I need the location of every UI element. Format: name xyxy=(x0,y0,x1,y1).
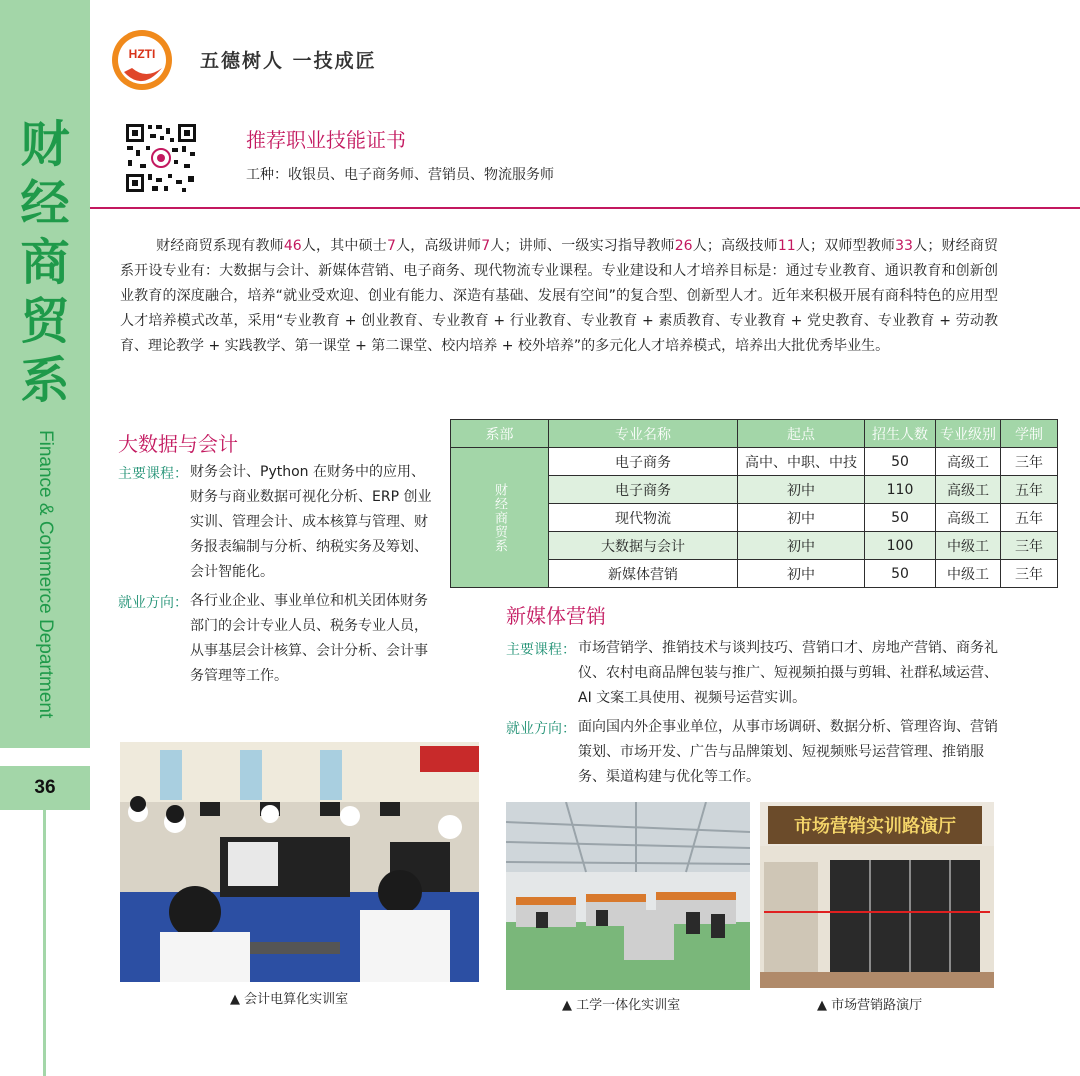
department-name-cn: 财经商贸系 xyxy=(20,115,70,409)
courses-label: 主要课程： xyxy=(506,642,576,658)
page-number: 36 xyxy=(0,766,90,810)
courses-label: 主要课程： xyxy=(118,466,188,482)
jobs-text: 各行业企业、事业单位和机关团体财务部门的会计专业人员、税务专业人员，从事基层会计核算、会计分析、会计事务管理等工作。 xyxy=(190,593,428,684)
new-media-jobs xyxy=(506,715,1001,790)
table-cell: 高级工 xyxy=(936,448,1001,476)
school-logo xyxy=(110,28,174,92)
col-header: 起点 xyxy=(738,420,865,448)
table-cell: 110 xyxy=(865,476,936,504)
table-cell: 初中 xyxy=(738,532,865,560)
col-header: 学制 xyxy=(1001,420,1058,448)
new-media-section xyxy=(506,636,1001,790)
certificate-body: 工种：收银员、电子商务师、营销员、物流服务师 xyxy=(246,167,554,183)
table-cell: 五年 xyxy=(1001,476,1058,504)
photo-accounting-lab xyxy=(120,742,479,982)
table-cell: 三年 xyxy=(1001,560,1058,588)
sidebar-line xyxy=(43,810,46,1076)
caption-integrated-lab: ▲ 工学一体化实训室 xyxy=(562,998,681,1013)
table-cell: 电子商务 xyxy=(549,448,738,476)
logo-text: HZTI xyxy=(128,47,156,61)
table-cell: 初中 xyxy=(738,504,865,532)
section-title-big-data: 大数据与会计 xyxy=(118,432,238,456)
table-row xyxy=(451,448,1058,476)
dept-cell: 财经商贸系 xyxy=(451,448,549,588)
table-cell: 高级工 xyxy=(936,476,1001,504)
table-cell: 三年 xyxy=(1001,448,1058,476)
intro-paragraph: 财经商贸系现有教师46人，其中硕士7人，高级讲师7人；讲师、一级实习指导教师26人；高级技师11人；双师型教师33人；财经商贸系开设专业有：大数据与会计、新媒体营销、电子商务、现代物流专业课程。专业建设和人才培养目标是：通过专业教育、通识教育和创新创业教育的深度融合，培养“就业受欢迎、创业有能力、深造有基础、发展有空间”的复合型、创新型人才。近年来积极开展有商科特色的应用型人才培养模式改革，采用“专业教育 + 创业教育、专业教育 + 行业教育、专业教育 + 素质教育、专业教育 + 党史教育、专业教育 + 劳动教育、理论教学 + 实践教学、第一课堂 + 第二课堂、校内培养 + 校外培养”的多元化人才培养模式，培养出大批优秀毕业生。 xyxy=(120,238,999,354)
enrollment-table xyxy=(450,419,1058,588)
big-data-section xyxy=(118,460,433,689)
caption-accounting-lab: ▲ 会计电算化实训室 xyxy=(230,992,349,1007)
courses-text: 财务会计、Python 在财务中的应用、财务与商业数据可视化分析、ERP 创业实训、管理会计、成本核算与管理、财务报表编制与分析、纳税实务及筹划、会计智能化。 xyxy=(190,464,432,580)
table-cell: 五年 xyxy=(1001,504,1058,532)
hall-sign: 市场营销实训路演厅 xyxy=(794,816,956,837)
jobs-label: 就业方向： xyxy=(118,595,188,611)
photo-integrated-lab xyxy=(506,802,750,990)
photo-marketing-hall xyxy=(760,802,994,988)
department-name-en-container xyxy=(27,430,63,730)
department-name-en: Finance & Commerce Department xyxy=(35,430,56,719)
qr-code[interactable] xyxy=(124,122,198,194)
table-cell: 大数据与会计 xyxy=(549,532,738,560)
courses-text: 市场营销学、推销技术与谈判技巧、营销口才、房地产营销、商务礼仪、农村电商品牌包装与推广、短视频拍摄与剪辑、社群私域运营、AI 文案工具使用、视频号运营实训。 xyxy=(578,640,998,706)
table-cell: 初中 xyxy=(738,476,865,504)
col-header: 系部 xyxy=(451,420,549,448)
table-cell: 高级工 xyxy=(936,504,1001,532)
table-cell: 三年 xyxy=(1001,532,1058,560)
table-cell: 电子商务 xyxy=(549,476,738,504)
big-data-courses xyxy=(118,460,433,585)
table-cell: 50 xyxy=(865,560,936,588)
big-data-jobs xyxy=(118,589,433,689)
slogan: 五德树人 一技成匠 xyxy=(200,50,377,72)
table-cell: 50 xyxy=(865,448,936,476)
table-cell: 新媒体营销 xyxy=(549,560,738,588)
table-cell: 高中、中职、中技 xyxy=(738,448,865,476)
section-title-new-media: 新媒体营销 xyxy=(506,604,606,628)
col-header: 专业名称 xyxy=(549,420,738,448)
col-header: 招生人数 xyxy=(865,420,936,448)
table-cell: 中级工 xyxy=(936,532,1001,560)
table-header-row xyxy=(451,420,1058,448)
new-media-courses xyxy=(506,636,1001,711)
table-cell: 50 xyxy=(865,504,936,532)
jobs-text: 面向国内外企事业单位，从事市场调研、数据分析、管理咨询、营销策划、市场开发、广告与品牌策划、短视频账号运营管理、推销服务、渠道构建与优化等工作。 xyxy=(578,719,998,785)
caption-marketing-hall: ▲ 市场营销路演厅 xyxy=(817,998,923,1013)
table-cell: 现代物流 xyxy=(549,504,738,532)
header-divider xyxy=(90,207,1080,209)
table-cell: 中级工 xyxy=(936,560,1001,588)
col-header: 专业级别 xyxy=(936,420,1001,448)
certificate-title: 推荐职业技能证书 xyxy=(246,128,406,152)
table-cell: 100 xyxy=(865,532,936,560)
jobs-label: 就业方向： xyxy=(506,721,576,737)
table-cell: 初中 xyxy=(738,560,865,588)
